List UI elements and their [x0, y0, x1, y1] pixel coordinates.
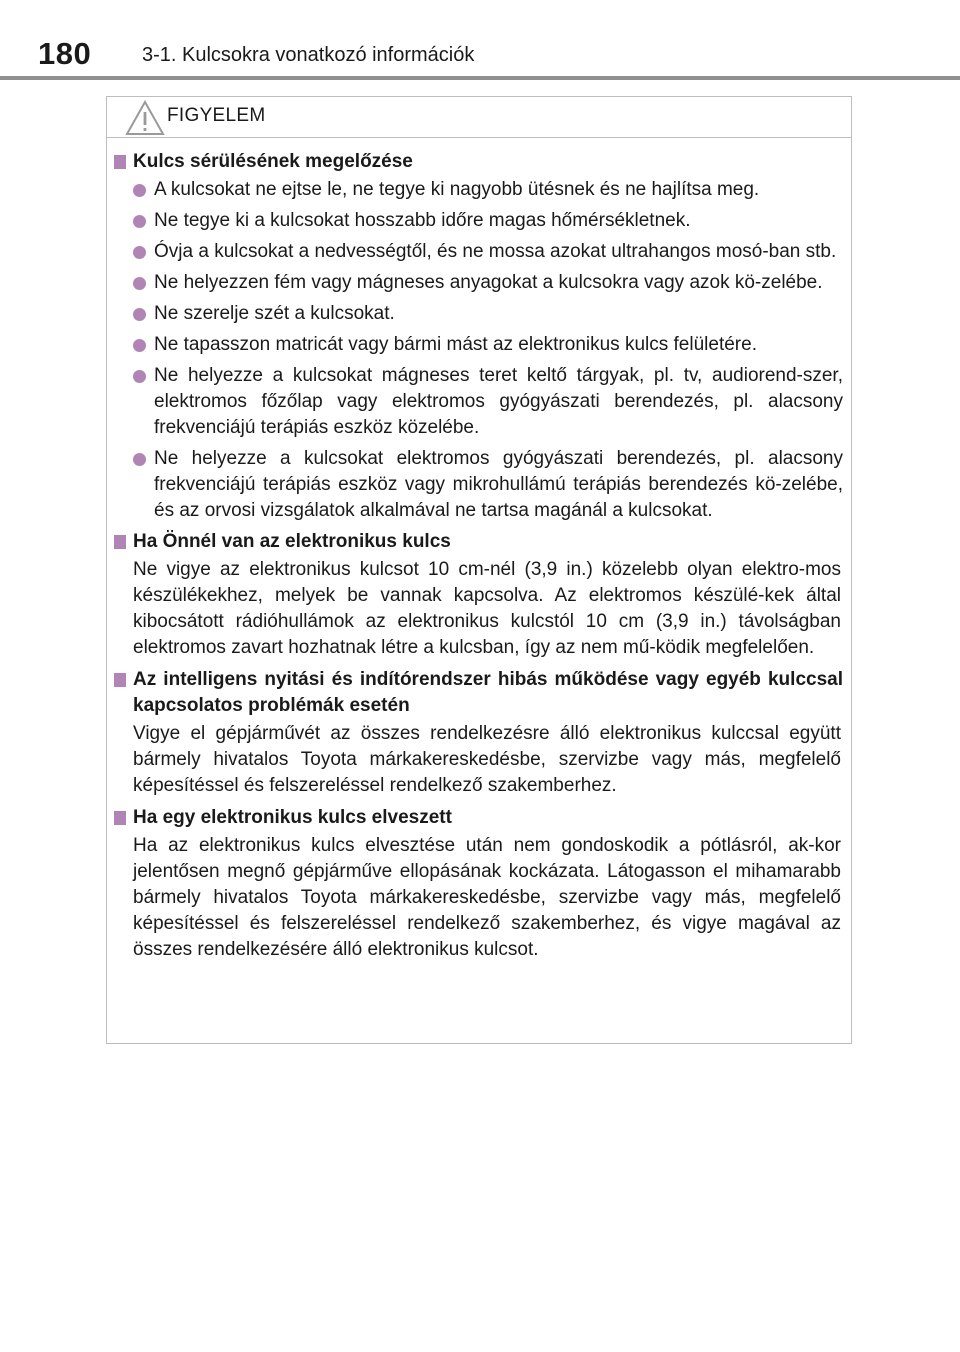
list-item: Ne tegye ki a kulcsokat hosszabb időre magas hőmérsékletnek. — [107, 208, 853, 234]
section-heading: Ha Önnél van az elektronikus kulcs — [107, 529, 853, 555]
dot-bullet-icon — [133, 453, 146, 466]
section-heading: Az intelligens nyitási és indítórendszer hibás működése vagy egyéb kulccsal kapcsolatos problémák esetén — [107, 667, 853, 719]
square-bullet-icon — [114, 535, 126, 549]
section-key-damage — [107, 149, 853, 524]
list-item: A kulcsokat ne ejtse le, ne tegye ki nagyobb ütésnek és ne hajlítsa meg. — [107, 177, 853, 203]
dot-bullet-icon — [133, 246, 146, 259]
section-paragraph: Ha az elektronikus kulcs elvesztése után nem gondoskodik a pótlásról, ak-kor jelentősen megnő gépjárműve ellopásának kockázata. Látogasson el mihamarabb bármely hivatalos Toyota márkakereskedésbe, szervizbe vagy más, megfelelő képesítéssel és felszereléssel rendelkező szakemberhez, és vigye magával az összes rendelkezésére álló elektronikus kulcsot. — [133, 835, 841, 960]
square-bullet-icon — [114, 811, 126, 825]
section-heading: Kulcs sérülésének megelőzése — [107, 149, 853, 175]
dot-bullet-icon — [133, 308, 146, 321]
warning-box — [106, 96, 852, 1044]
section-title: 3-1. Kulcsokra vonatkozó információk — [142, 44, 475, 66]
dot-bullet-icon — [133, 184, 146, 197]
square-bullet-icon — [114, 155, 126, 169]
dot-bullet-icon — [133, 339, 146, 352]
section-paragraph: Vigye el gépjárművét az összes rendelkezésre álló elektronikus kulccsal együtt bármely hivatalos Toyota márkakereskedésbe, szervizbe vagy más, megfelelő képesítéssel és felszereléssel rendelkező szakemberhez. — [133, 723, 841, 796]
warning-header — [107, 97, 851, 138]
dot-bullet-icon — [133, 277, 146, 290]
dot-bullet-icon — [133, 370, 146, 383]
list-item: Ne tapasszon matricát vagy bármi mást az elektronikus kulcs felületére. — [107, 332, 853, 358]
list-item: Ne helyezze a kulcsokat elektromos gyógyászati berendezés, pl. alacsony frekvenciájú terápiás eszköz vagy mikrohullámú terápiás berendezés kö-zelébe, és az orvosi vizsgálatok alkalmával ne tartsa magánál a kulcsokat. — [107, 446, 853, 524]
list-item: Ne szerelje szét a kulcsokat. — [107, 301, 853, 327]
list-item: Ne helyezze a kulcsokat mágneses teret keltő tárgyak, pl. tv, audiorend-szer, elektromos főzőlap vagy elektromos gyógyászati berendezés, pl. alacsony frekvenciájú terápiás eszköz közelébe. — [107, 363, 853, 441]
section-malfunction — [107, 667, 853, 799]
section-carrying-key — [107, 529, 853, 661]
warning-label: FIGYELEM — [167, 105, 266, 126]
section-heading: Ha egy elektronikus kulcs elveszett — [107, 805, 853, 831]
page-number: 180 — [38, 36, 92, 71]
warning-triangle-icon — [125, 100, 165, 136]
dot-bullet-icon — [133, 215, 146, 228]
list-item: Óvja a kulcsokat a nedvességtől, és ne mossa azokat ultrahangos mosó-ban stb. — [107, 239, 853, 265]
page-header — [0, 0, 960, 80]
list-item: Ne helyezzen fém vagy mágneses anyagokat a kulcsokra vagy azok kö-zelébe. — [107, 270, 853, 296]
warning-body — [107, 149, 853, 969]
header-rule — [0, 76, 960, 80]
section-paragraph: Ne vigye az elektronikus kulcsot 10 cm-nél (3,9 in.) közelebb olyan elektro-mos készülékekhez, melyek be vannak kapcsolva. Az elektromos készülé-kek által kibocsátott rádióhullámok az elektronikus kulcstól 10 cm (3,9 in.) távolságban elektromos zavart hozhatnak létre a kulcsban, így az nem mű-ködik megfelelően. — [133, 559, 841, 658]
section-lost-key — [107, 805, 853, 963]
square-bullet-icon — [114, 673, 126, 687]
